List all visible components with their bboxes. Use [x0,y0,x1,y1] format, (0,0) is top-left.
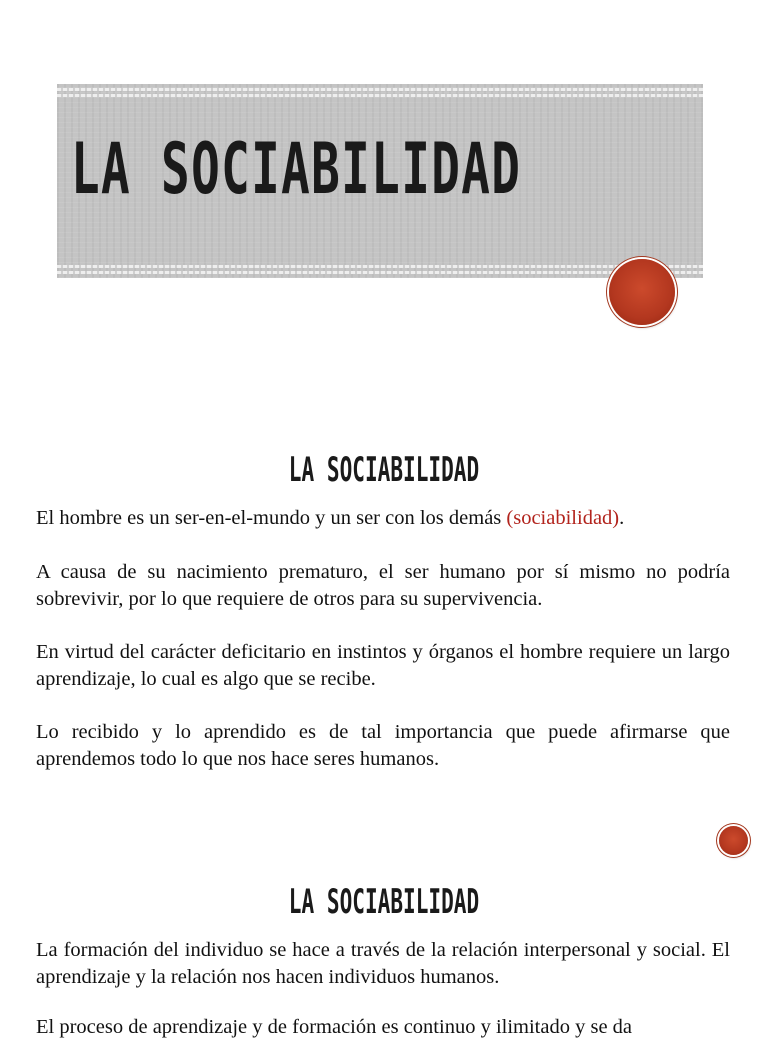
decorative-circle-icon [719,826,748,855]
paragraph: En virtud del carácter deficitario en instintos y órganos el hombre requiere un largo aprendizaje, lo cual es algo que se recibe. [36,641,730,690]
banner-stripe [57,265,703,268]
paragraph: A causa de su nacimiento prematuro, el ser humano por sí mismo no podría sobrevivir, por lo que requiere de otros para su supervivencia. [36,561,730,610]
paragraph: Lo recibido y lo aprendido es de tal importancia que puede afirmarse que aprendemos todo lo que nos hace seres humanos. [36,721,730,770]
highlighted-term: (sociabilidad) [506,507,620,529]
banner-stripe [57,271,703,274]
paragraph: La formación del individuo se hace a través de la relación interpersonal y social. El aprendizaje y la relación nos hacen individuos humanos. [36,939,730,988]
slide-title: LA SOCIABILIDAD [71,128,522,210]
section-title: LA SOCIABILIDAD [288,882,480,922]
decorative-circle-icon [609,259,675,325]
banner-stripe [57,94,703,97]
banner-stripe [57,88,703,91]
section-title: LA SOCIABILIDAD [288,450,480,490]
title-banner [57,84,703,278]
paragraph: El proceso de aprendizaje y de formación es continuo y ilimitado y se da [36,1016,633,1038]
paragraph: El hombre es un ser-en-el-mundo y un ser con los demás (sociabilidad). [36,507,625,529]
